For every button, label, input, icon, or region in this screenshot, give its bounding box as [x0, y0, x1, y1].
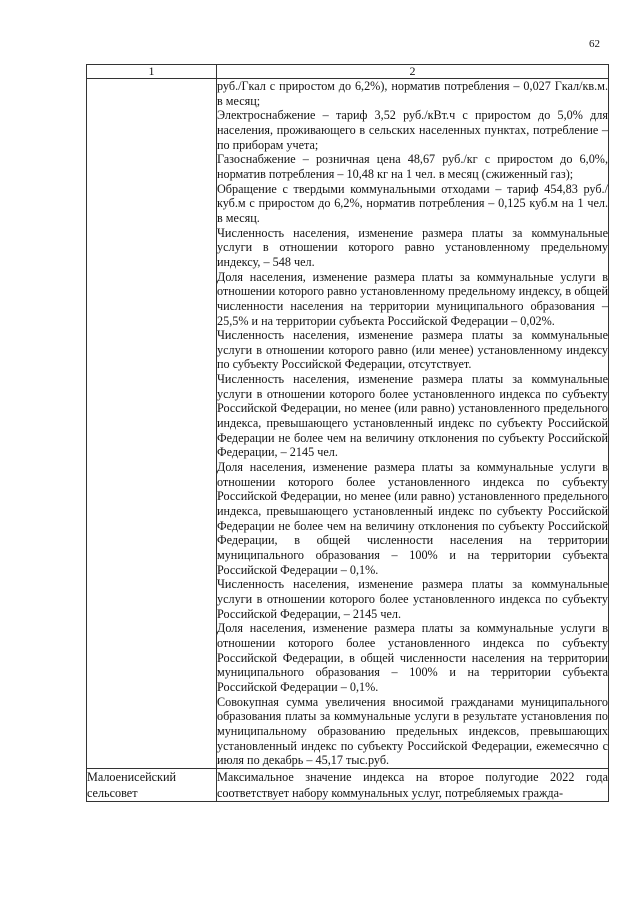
paragraph-heating-norm: руб./Гкал с приростом до 6,2%), норматив потребления – 0,027 Гкал/кв.м. в месяц;	[217, 79, 608, 108]
column-header-2: 2	[217, 65, 609, 79]
indicators-cell	[217, 768, 609, 801]
paragraph-gas: Газоснабжение – розничная цена 48,67 руб./кг с приростом до 6,0%, норматив потребления – 10,48 кг на 1 чел. в месяц (сжиженный газ);	[217, 152, 608, 181]
municipality-cell-empty	[87, 79, 217, 769]
table-row	[87, 768, 609, 801]
indicators-cell	[217, 79, 609, 769]
paragraph-population-within-deviation: Численность населения, изменение размера платы за коммунальные услуги в отношении которого более установленного индекса по субъекту Российской Федерации, но менее (или равно) установленного предельного индекса, превышающего установленный индекс по субъекту Российской Федерации не более чем на величину отклонения по субъекту Российской Федерации, – 2145 чел.	[217, 372, 608, 460]
paragraph-share-above-index: Доля населения, изменение размера платы за коммунальные услуги в отношении которого более установленного индекса по субъекту Российской Федерации, в общей численности населения на территории муниципального образования – 100% и на территории субъекта Российской Федерации – 0,1%.	[217, 621, 608, 694]
page-number: 62	[589, 38, 600, 50]
paragraph-waste: Обращение с твердыми коммунальными отходами – тариф 454,83 руб./куб.м с приростом до 6,2%, норматив потребления – 0,125 куб.м на 1 чел. в месяц.	[217, 181, 608, 225]
municipality-name-line-2: сельсовет	[87, 785, 138, 800]
column-header-1: 1	[87, 65, 217, 79]
paragraph-population-equal-limit: Численность населения, изменение размера платы за коммунальные услуги в отношении которого равно установленному предельному индексу, – 548 чел.	[217, 225, 608, 269]
document-table	[86, 64, 609, 802]
paragraph-population-below-index: Численность населения, изменение размера платы за коммунальные услуги в отношении которого равно (или менее) установленному индексу по субъекту Российской Федерации, отсутствует.	[217, 328, 608, 372]
paragraph-max-index: Максимальное значение индекса на второе полугодие 2022 года соответствует набору коммунальных услуг, потребляемых гражда-	[217, 769, 608, 800]
table-row	[87, 79, 609, 769]
municipality-cell	[87, 768, 217, 801]
paragraph-population-above-index: Численность населения, изменение размера платы за коммунальные услуги в отношении которого более установленного индекса по субъекту Российской Федерации, – 2145 чел.	[217, 577, 608, 621]
paragraph-share-within-deviation: Доля населения, изменение размера платы за коммунальные услуги в отношении которого более установленного индекса по субъекту Российской Федерации, но менее (или равно) установленного предельного индекса, превышающего установленный индекс по субъекту Российской Федерации не более чем на величину отклонения по субъекту Российской Федерации, в общей численности населения на территории муниципального образования – 100% и на территории субъекта Российской Федерации – 0,1%.	[217, 460, 608, 577]
paragraph-total-increase: Совокупная сумма увеличения вносимой гражданами муниципального образования платы за коммунальные услуги в результате установления по муниципальному образованию предельных индексов, превышающих установленный индекс по субъекту Российской Федерации, ежемесячно с июля по декабрь – 45,17 тыс.руб.	[217, 694, 608, 768]
municipality-name-line-1: Малоенисейский	[87, 769, 176, 784]
paragraph-electricity: Электроснабжение – тариф 3,52 руб./кВт.ч с приростом до 5,0% для населения, проживающего в сельских населенных пунктах, потребление – по приборам учета;	[217, 108, 608, 152]
paragraph-share-equal-limit: Доля населения, изменение размера платы за коммунальные услуги в отношении которого равно установленному предельному индексу, в общей численности населения на территории муниципального образования – 25,5% и на территории субъекта Российской Федерации – 0,02%.	[217, 269, 608, 328]
table-header-row	[87, 65, 609, 79]
